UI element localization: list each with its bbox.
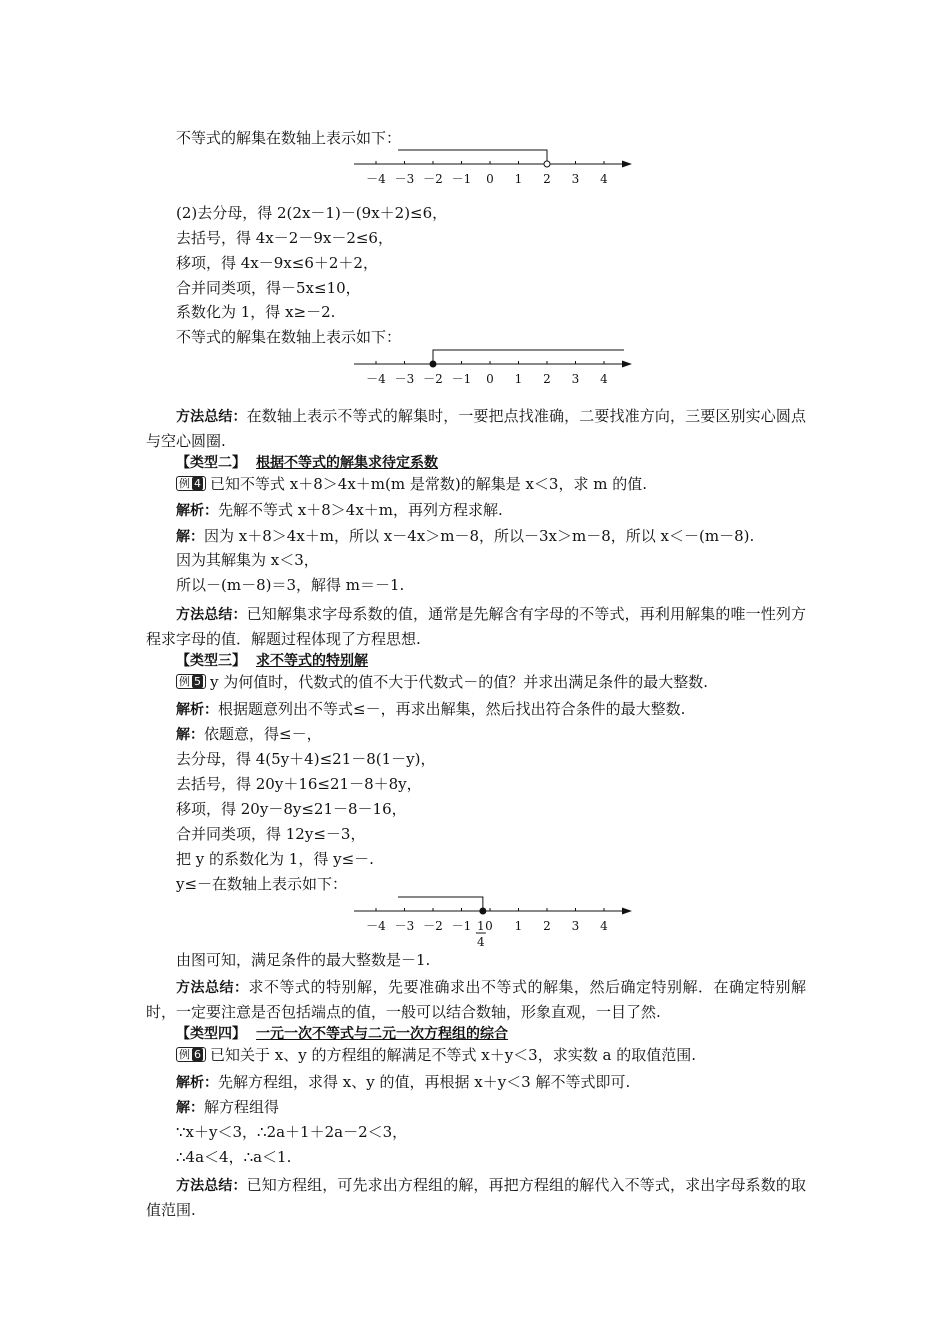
tick-label: －2 (423, 919, 443, 933)
analysis-line (176, 500, 503, 521)
summary-label: 方法总结： (176, 607, 247, 623)
section-heading (176, 452, 438, 473)
tick-label: 1 (514, 172, 523, 186)
solution-line (176, 724, 322, 745)
analysis-text: 根据题意列出不等式≤－，再求出解集，然后找出符合条件的最大整数. (218, 700, 686, 718)
method-summary (146, 975, 806, 1024)
example-line (176, 1045, 696, 1065)
text-line: 系数化为 1，得 x≥－2. (176, 303, 336, 321)
text-line: 移项，得 20y－8y≤21－8－16， (176, 800, 407, 818)
text-line: 不等式的解集在数轴上表示如下： (176, 129, 402, 147)
solution-ray (398, 897, 483, 911)
open-endpoint (544, 161, 550, 167)
tick-label: －3 (394, 919, 415, 933)
text-line: 由图可知，满足条件的最大整数是－1. (176, 951, 431, 969)
text-line: 去分母，得 4(5y＋4)≤21－8(1－y)， (176, 750, 436, 768)
solution-ray (398, 150, 547, 164)
example-text: 已知关于 x、y 的方程组的解满足不等式 x＋y＜3，求实数 a 的取值范围. (210, 1046, 696, 1064)
example-text: 已知不等式 x＋8＞4x＋m(m 是常数)的解集是 x＜3，求 m 的值. (210, 475, 647, 493)
tick-label: 2 (543, 172, 551, 186)
solution-label: 解： (176, 529, 204, 545)
example-line (176, 474, 647, 494)
solution-line (176, 526, 754, 547)
summary-label: 方法总结： (176, 409, 247, 425)
fraction-numerator: 1 (477, 919, 485, 933)
number-line-1 (350, 148, 635, 188)
tick-label: 1 (514, 919, 523, 933)
fraction-denominator: 4 (477, 935, 485, 949)
axis-arrow (622, 161, 632, 168)
type-title: 根据不等式的解集求待定系数 (256, 455, 438, 471)
text-line: y≤－在数轴上表示如下： (176, 875, 348, 893)
text-line: ∴4a＜4，∴a＜1. (176, 1148, 292, 1166)
tick-label: 2 (543, 372, 551, 386)
tick-label: 1 (514, 372, 523, 386)
type-title: 求不等式的特别解 (256, 653, 368, 669)
tick-label: 3 (571, 372, 580, 386)
tick-label: －1 (451, 172, 472, 186)
tick-label: －1 (451, 372, 472, 386)
summary-text: 求不等式的特别解，先要准确求出不等式的解集，然后确定特别解．在确定特别解时，一定要注意是否包括端点的值，一般可以结合数轴，形象直观，一目了然. (146, 978, 806, 1021)
section-heading (176, 650, 368, 671)
type-title: 一元一次不等式与二元一次方程组的综合 (256, 1026, 508, 1042)
number-line-2 (350, 348, 635, 388)
example-badge: 例 4 (176, 476, 206, 491)
solution-label: 解： (176, 727, 204, 743)
summary-label: 方法总结： (176, 980, 249, 996)
solution-label: 解： (176, 1100, 204, 1116)
tick-label: 2 (543, 919, 551, 933)
type-label: 【类型三】 (176, 653, 246, 669)
analysis-text: 先解方程组，求得 x、y 的值，再根据 x＋y＜3 解不等式即可. (218, 1073, 631, 1091)
text-line: 所以－(m－8)＝3，解得 m＝－1. (176, 576, 405, 594)
method-summary (146, 1173, 806, 1222)
solution-text: 因为 x＋8＞4x＋m，所以 x－4x＞m－8，所以－3x＞m－8，所以 x＜－(m－8). (204, 527, 755, 545)
tick-label: 3 (571, 172, 580, 186)
tick-label: 4 (600, 919, 608, 933)
tick-label: －1 (451, 919, 472, 933)
section-heading (176, 1023, 508, 1044)
tick-label: 0 (486, 372, 494, 386)
summary-label: 方法总结： (176, 1178, 247, 1194)
text-line: 移项，得 4x－9x≤6＋2＋2， (176, 254, 378, 272)
tick-label: 4 (600, 172, 608, 186)
tick-label: 0 (486, 172, 494, 186)
analysis-line (176, 699, 685, 720)
analysis-line (176, 1072, 630, 1093)
summary-text: 已知方程组，可先求出方程组的解，再把方程组的解代入不等式，求出字母系数的取值范围. (146, 1176, 806, 1219)
type-label: 【类型二】 (176, 455, 246, 471)
method-summary (146, 602, 806, 651)
analysis-text: 先解不等式 x＋8＞4x＋m，再列方程求解. (218, 501, 503, 519)
solution-text: 依题意，得≤－， (204, 725, 322, 743)
analysis-label: 解析： (176, 503, 218, 519)
tick-label: －2 (423, 172, 443, 186)
tick-label: 0 (485, 919, 493, 933)
method-summary (146, 404, 806, 453)
number-line-3 (350, 895, 635, 949)
example-badge: 例 6 (176, 1047, 206, 1062)
text-line: 去括号，得 20y＋16≤21－8＋8y， (176, 775, 422, 793)
solution-text: 解方程组得 (204, 1098, 280, 1116)
solution-line (176, 1097, 279, 1118)
text-line: 合并同类项，得－5x≤10， (176, 279, 361, 297)
type-label: 【类型四】 (176, 1026, 246, 1042)
tick-label: －4 (366, 172, 386, 186)
example-badge: 例 5 (176, 674, 206, 689)
tick-label: －4 (366, 919, 386, 933)
axis-arrow (622, 908, 632, 915)
text-line: (2)去分母，得 2(2x－1)－(9x＋2)≤6， (176, 204, 448, 222)
text-line: 把 y 的系数化为 1，得 y≤－. (176, 850, 374, 868)
example-line (176, 672, 708, 692)
tick-label: －3 (394, 172, 415, 186)
text-line: ∵x＋y＜3，∴2a＋1＋2a－2＜3， (176, 1123, 408, 1141)
tick-label: 3 (571, 919, 580, 933)
text-line: 因为其解集为 x＜3， (176, 551, 319, 569)
text-line: 去括号，得 4x－2－9x－2≤6， (176, 229, 393, 247)
summary-text: 已知解集求字母系数的值，通常是先解含有字母的不等式，再利用解集的唯一性列方程求字母的值．解题过程体现了方程思想. (146, 605, 806, 648)
tick-label: 4 (600, 372, 608, 386)
text-line: 合并同类项，得 12y≤－3， (176, 825, 366, 843)
tick-label: －2 (423, 372, 443, 386)
analysis-label: 解析： (176, 1075, 218, 1091)
text-line: 不等式的解集在数轴上表示如下： (176, 328, 402, 346)
tick-label: －3 (394, 372, 415, 386)
tick-label: －4 (366, 372, 386, 386)
example-text: y 为何值时，代数式的值不大于代数式－的值？并求出满足条件的最大整数. (210, 673, 709, 691)
closed-endpoint (480, 908, 486, 914)
axis-arrow (622, 361, 632, 368)
closed-endpoint (430, 361, 436, 367)
analysis-label: 解析： (176, 702, 218, 718)
summary-text: 在数轴上表示不等式的解集时，一要把点找准确，二要找准方向，三要区别实心圆点与空心圆圈. (146, 407, 806, 450)
